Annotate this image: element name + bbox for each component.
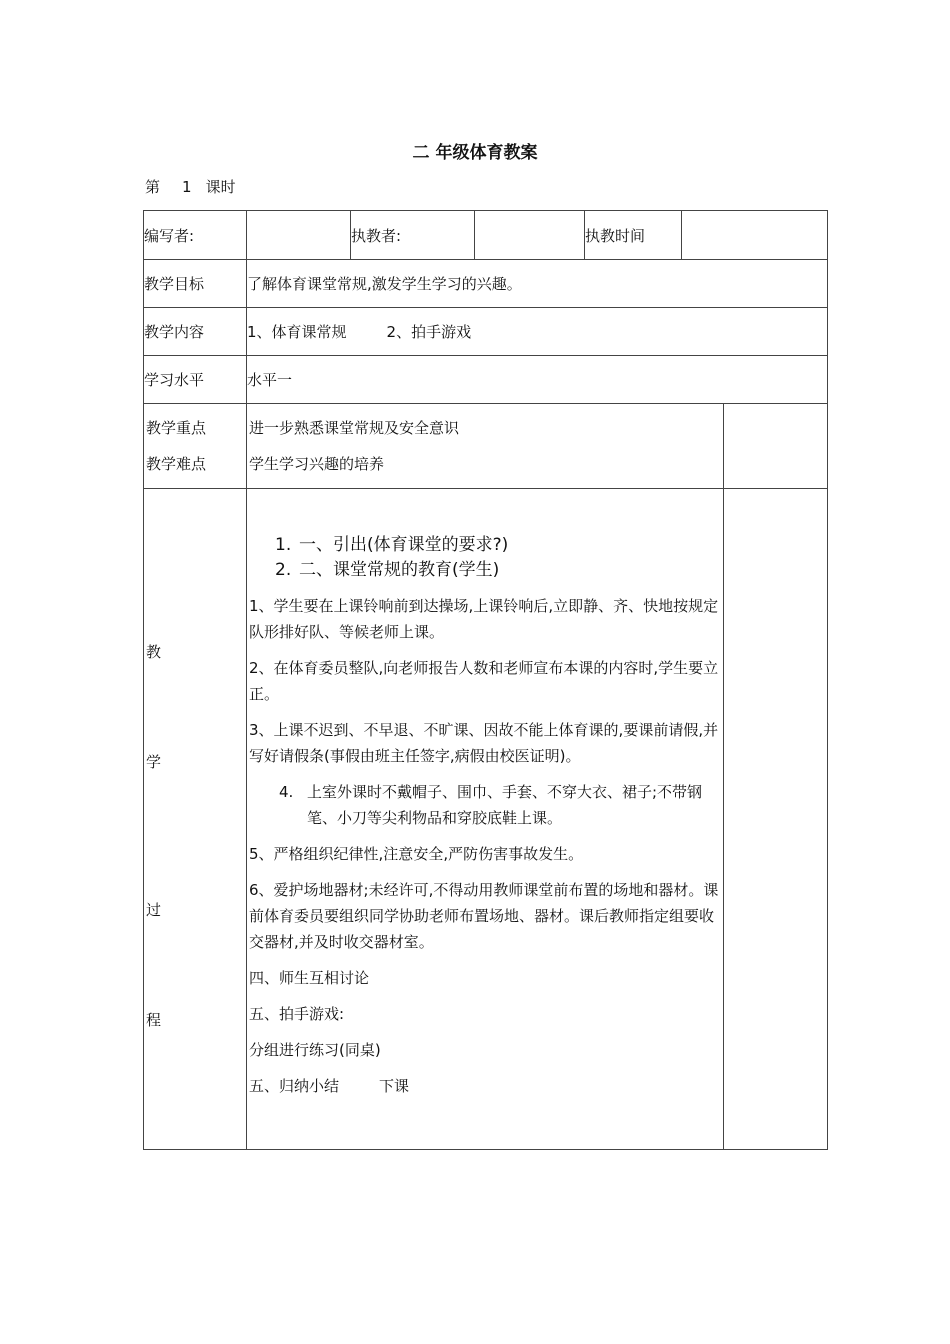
process-heading-1-text: 一、引出(体育课堂的要求?) [299,535,509,555]
teacher-label: 执教者: [351,211,475,260]
process-row [144,489,828,1150]
process-item-3: 3、上课不迟到、不早退、不旷课、因故不能上体育课的,要课前请假,并写好请假条(事假由班主任签字,病假由校医证明)。 [249,721,719,765]
difficulty-label: 教学难点 [146,455,207,473]
teacher-value [475,211,585,260]
process-item-6: 6、爱护场地器材;未经许可,不得动用教师课堂前布置的场地和器材。课前体育委员要组织同学协助老师布置场地、器材。课后教师指定组要收交器材,并及时收交器材室。 [249,881,719,951]
process-section-5: 五、拍手游戏: [249,1005,345,1023]
process-label-char-3: 过 [146,901,162,919]
goal-value: 了解体育课堂常规,激发学生学习的兴趣。 [247,260,828,308]
document-title: 二 年级体育教案 [412,143,538,163]
header-row [144,211,828,260]
process-item-4-text: 上室外课时不戴帽子、围巾、手套、不穿大衣、裙子;不带钢笔、小刀等尖利物品和穿胶底鞋上课。 [307,783,703,827]
process-item-4-number: 4. [279,783,294,801]
process-dismiss: 下课 [379,1077,410,1095]
difficulty-value: 学生学习兴趣的培养 [249,455,385,473]
key-difficulty-row [144,404,828,489]
process-heading-1 [275,533,723,558]
process-label-char-1: 教 [146,643,162,661]
key-difficulty-extra [724,404,828,489]
process-summary: 五、归纳小结 [249,1077,340,1095]
key-point-value: 进一步熟悉课堂常规及安全意识 [249,419,460,437]
key-point-label: 教学重点 [146,419,207,437]
process-item-2: 2、在体育委员整队,向老师报告人数和老师宣布本课的内容时,学生要立正。 [249,659,719,703]
process-heading-2-text: 二、课堂常规的教育(学生) [299,560,500,580]
content-item-1: 1、体育课常规 [247,323,347,341]
lesson-prefix: 第 [145,178,161,196]
key-difficulty-labels [144,404,247,489]
process-section-4: 四、师生互相讨论 [249,969,370,987]
process-heading-1-number: 1. [275,535,292,555]
lesson-number-line [145,176,236,197]
process-extra-cell [724,489,828,1150]
author-value [247,211,351,260]
process-label-cell [144,489,247,1150]
author-label: 编写者: [144,211,247,260]
lesson-number: 1 [182,178,192,196]
goal-row [144,260,828,308]
process-item-4 [275,779,723,831]
content-value [247,308,828,356]
process-heading-2-number: 2. [275,560,292,580]
time-value [682,211,828,260]
content-row [144,308,828,356]
process-label-char-4: 程 [146,1011,162,1029]
key-difficulty-values [247,404,724,489]
process-content-cell [247,489,724,1150]
process-section-5-detail: 分组进行练习(同桌) [249,1041,381,1059]
lesson-suffix: 课时 [205,178,236,196]
lesson-plan-table [143,210,828,1150]
time-label: 执教时间 [585,211,682,260]
process-summary-line [247,1073,723,1099]
level-label: 学习水平 [144,356,247,404]
process-heading-2 [275,558,723,583]
process-item-5: 5、严格组织纪律性,注意安全,严防伤害事故发生。 [249,845,584,863]
process-item-1: 1、学生要在上课铃响前到达操场,上课铃响后,立即静、齐、快地按规定队形排好队、等候老师上课。 [249,597,719,641]
process-label-char-2: 学 [146,753,162,771]
content-label: 教学内容 [144,308,247,356]
level-value: 水平一 [247,356,828,404]
goal-label: 教学目标 [144,260,247,308]
level-row [144,356,828,404]
content-item-2: 2、拍手游戏 [386,323,472,341]
